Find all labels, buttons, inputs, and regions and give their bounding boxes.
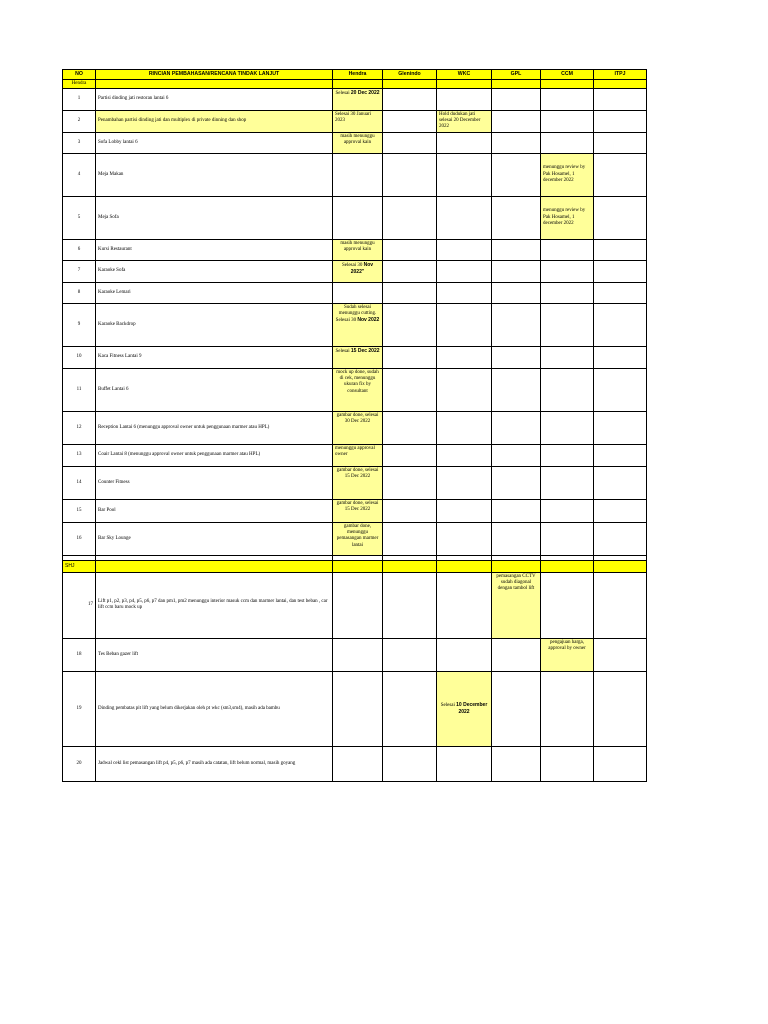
cell (383, 79, 437, 88)
gpl-status (492, 572, 541, 638)
gpl-status (492, 196, 541, 239)
glenindo-status (383, 303, 437, 346)
row-number (63, 239, 96, 260)
row-number (63, 638, 96, 671)
row-number-text: 1 (77, 96, 81, 102)
table-row (63, 671, 647, 746)
col-header-no: NO (63, 70, 96, 80)
row-description-text: Bar Pool (98, 507, 116, 513)
ccm-status (541, 572, 594, 638)
hendra-status-text: masih menunggu approval kain (340, 240, 375, 252)
table-row (63, 746, 647, 781)
row-description (96, 638, 333, 671)
ccm-status (541, 638, 594, 671)
itpj-status (594, 671, 647, 746)
gpl-status (492, 153, 541, 196)
itpj-status (594, 88, 647, 110)
row-description (96, 282, 333, 303)
hendra-status (333, 260, 383, 282)
ccm-status (541, 260, 594, 282)
row-description (96, 132, 333, 153)
row-number (63, 110, 96, 132)
row-description-text: Karaoke Backdrop (98, 321, 136, 327)
itpj-status (594, 368, 647, 411)
glenindo-status (383, 746, 437, 781)
hendra-status-text: mock up done, sudah di cek, menunggu ukuran fix by consultant (336, 369, 379, 394)
ccm-status (541, 411, 594, 444)
row-number-text: 13 (76, 452, 82, 458)
gpl-status (492, 110, 541, 132)
table-row (63, 522, 647, 555)
row-description (96, 303, 333, 346)
itpj-status (594, 239, 647, 260)
wkc-status (437, 746, 492, 781)
gpl-status (492, 499, 541, 522)
table-row (63, 88, 647, 110)
table-row (63, 153, 647, 196)
wkc-status (437, 522, 492, 555)
row-number-text: 11 (76, 386, 82, 392)
shj-rows (63, 572, 647, 781)
glenindo-status (383, 282, 437, 303)
row-description-text: Karaoke Sofa (98, 268, 126, 274)
cell (541, 79, 594, 88)
hendra-status (333, 411, 383, 444)
row-description-text: Partisi dinding jati restoran lantai 6 (98, 96, 169, 102)
glenindo-status (383, 638, 437, 671)
gpl-status (492, 411, 541, 444)
gpl-status (492, 746, 541, 781)
wkc-status (437, 368, 492, 411)
table-row (63, 466, 647, 499)
glenindo-status (383, 153, 437, 196)
row-description-text: Meja Sofa (98, 214, 119, 220)
table-row (63, 110, 647, 132)
hendra-status (333, 671, 383, 746)
row-number-text: 6 (77, 246, 81, 252)
row-description-text: Tes Beban gazer lift (98, 651, 139, 657)
ccm-status (541, 671, 594, 746)
gpl-status (492, 671, 541, 746)
hendra-status (333, 110, 383, 132)
cell (594, 560, 647, 572)
itpj-status (594, 303, 647, 346)
itpj-status (594, 444, 647, 466)
col-header-ccm: CCM (541, 70, 594, 80)
row-description-text: Reception Lantai 6 (menunggu approval owner untuk penggunaan marmer atau HPL) (98, 424, 270, 430)
itpj-status (594, 746, 647, 781)
row-number-text: 9 (77, 321, 81, 327)
row-description-text: Counter Fitness (98, 479, 130, 485)
row-description-text: Dinding pembatas pit lift yang belum dikerjakan oleh pt wkc (sm3,sm4), masih ada bambu (98, 705, 280, 711)
glenindo-status (383, 88, 437, 110)
row-description (96, 260, 333, 282)
row-description (96, 239, 333, 260)
row-description (96, 671, 333, 746)
table-row (63, 303, 647, 346)
cell (594, 79, 647, 88)
gpl-status (492, 132, 541, 153)
gpl-status (492, 466, 541, 499)
section-label-hendra: Hendra (63, 79, 96, 88)
hendra-status (333, 132, 383, 153)
gpl-status (492, 88, 541, 110)
row-number-text: 20 (76, 760, 82, 766)
ccm-status (541, 132, 594, 153)
table-row (63, 260, 647, 282)
row-number (63, 499, 96, 522)
row-description-text: Bar Sky Lounge (98, 535, 131, 541)
hendra-status (333, 522, 383, 555)
ccm-status (541, 196, 594, 239)
row-description (96, 466, 333, 499)
wkc-status-text: Selesai (440, 702, 457, 708)
wkc-status (437, 110, 492, 132)
row-number (63, 671, 96, 746)
ccm-status (541, 153, 594, 196)
ccm-status (541, 303, 594, 346)
gpl-status (492, 282, 541, 303)
wkc-status-date: 10 December 2022 (456, 701, 488, 715)
hendra-status-date: 15 Dec 2022 (350, 347, 380, 354)
hendra-status (333, 239, 383, 260)
table-row (63, 444, 647, 466)
wkc-status (437, 671, 492, 746)
row-number-text: 19 (76, 705, 82, 711)
ccm-status (541, 239, 594, 260)
hendra-status (333, 466, 383, 499)
row-description (96, 153, 333, 196)
row-number (63, 368, 96, 411)
row-number (63, 88, 96, 110)
gpl-status (492, 260, 541, 282)
wkc-status-text: Hold dudukan jati selesai 20 December 2022 (439, 111, 481, 130)
itpj-status (594, 411, 647, 444)
table-row (63, 132, 647, 153)
row-number (63, 444, 96, 466)
row-description (96, 444, 333, 466)
hendra-status (333, 303, 383, 346)
row-number-text: 8 (77, 289, 81, 295)
table-row (63, 411, 647, 444)
table-row (63, 638, 647, 671)
hendra-status (333, 88, 383, 110)
col-header-gpl: GPL (492, 70, 541, 80)
cell (437, 560, 492, 572)
hendra-status (333, 282, 383, 303)
gpl-status (492, 444, 541, 466)
itpj-status (594, 110, 647, 132)
ccm-status (541, 499, 594, 522)
row-number-text: 16 (76, 535, 82, 541)
row-number (63, 746, 96, 781)
row-number (63, 303, 96, 346)
hendra-status-text: Selesai 30 Januari 2023 (335, 111, 372, 123)
hendra-status-date: Nov 2022" (350, 261, 374, 275)
row-description (96, 368, 333, 411)
row-description (96, 88, 333, 110)
glenindo-status (383, 466, 437, 499)
row-description (96, 411, 333, 444)
row-number-text: 14 (76, 479, 82, 485)
ccm-status-text: menunggu review by Pak Hosamel, 1 december 2022 (543, 208, 586, 226)
ccm-status (541, 110, 594, 132)
wkc-status (437, 466, 492, 499)
wkc-status (437, 444, 492, 466)
cell (333, 560, 383, 572)
ccm-status (541, 346, 594, 368)
row-description-text: Lift p1, p2, p3, p4, p5, p6, p7 dan pm1, pm2 menunggu interior masuk ccm dan marmer lantai, dan test beban , car lift ccm baru mock up (98, 599, 328, 611)
hendra-status-text: Sudah selesai menunggu cutting. Selesai 30 (335, 304, 377, 324)
gpl-status (492, 522, 541, 555)
ccm-status (541, 466, 594, 499)
row-description (96, 110, 333, 132)
row-description (96, 499, 333, 522)
wkc-status (437, 303, 492, 346)
row-number (63, 572, 96, 638)
row-description (96, 346, 333, 368)
hendra-status (333, 444, 383, 466)
ccm-status (541, 368, 594, 411)
col-header-glenindo: Glenindo (383, 70, 437, 80)
row-number (63, 153, 96, 196)
itpj-status (594, 282, 647, 303)
row-number-text: 15 (76, 507, 82, 513)
glenindo-status (383, 572, 437, 638)
itpj-status (594, 466, 647, 499)
col-header-itpj: ITPJ (594, 70, 647, 80)
ccm-status (541, 282, 594, 303)
table-row (63, 282, 647, 303)
row-number-text: 18 (76, 651, 82, 657)
table-row (63, 572, 647, 638)
itpj-status (594, 522, 647, 555)
row-description-text: Jadwal cekl list pemasangan lift p4, p5, p6, p7 masih ada catatan, lift belum normal, masih goyang (98, 760, 296, 766)
table-row (63, 368, 647, 411)
glenindo-status (383, 368, 437, 411)
cell (96, 79, 333, 88)
hendra-status (333, 196, 383, 239)
row-number-text: 4 (77, 171, 81, 177)
row-number-text: 12 (76, 424, 82, 430)
glenindo-status (383, 444, 437, 466)
wkc-status (437, 153, 492, 196)
hendra-status-text: gambar done, menunggu pemasangan marmer lantai (336, 523, 379, 548)
row-number-text: 7 (77, 268, 81, 274)
glenindo-status (383, 132, 437, 153)
wkc-status (437, 572, 492, 638)
hendra-status-date: Nov 2022 (357, 317, 380, 324)
wkc-status (437, 638, 492, 671)
cell (492, 560, 541, 572)
itpj-status (594, 260, 647, 282)
row-number (63, 132, 96, 153)
hendra-status (333, 153, 383, 196)
row-number-text: 5 (77, 214, 81, 220)
wkc-status (437, 88, 492, 110)
row-number (63, 346, 96, 368)
section-label-shj: SHJ (63, 560, 96, 572)
row-description-text: Sofa Lobby lantai 6 (98, 139, 138, 145)
ccm-status-text: menunggu review by Pak Hosamel, 1 december 2022 (543, 165, 586, 183)
hendra-status (333, 368, 383, 411)
hendra-status-text: Selesai 30 (341, 262, 364, 268)
hendra-status-text: gambar done, selesai 15 Dec 2022 (336, 500, 379, 512)
ccm-status (541, 746, 594, 781)
wkc-status (437, 260, 492, 282)
row-description (96, 522, 333, 555)
wkc-status (437, 411, 492, 444)
ccm-status (541, 88, 594, 110)
cell (96, 560, 333, 572)
ccm-status-text: pengajuan harga, approval by owner (548, 639, 586, 651)
hendra-status-text: Selesai (335, 348, 351, 354)
itpj-status (594, 132, 647, 153)
gpl-status-text: pemasangan CCTV sudah diagonal dengan tambol lift (496, 573, 536, 592)
row-description-text: Kursi Restaurant (98, 246, 132, 252)
glenindo-status (383, 196, 437, 239)
cell (492, 79, 541, 88)
section-row-shj (63, 560, 647, 572)
row-description-text: Penambahan partisi dinding jati dan multiplex di private dinning dan shop (98, 118, 247, 124)
gpl-status (492, 368, 541, 411)
wkc-status (437, 239, 492, 260)
hendra-status (333, 572, 383, 638)
row-number-text: 2 (77, 118, 81, 124)
gpl-status (492, 303, 541, 346)
hendra-status (333, 746, 383, 781)
wkc-status (437, 196, 492, 239)
row-description (96, 196, 333, 239)
hendra-status (333, 499, 383, 522)
row-number (63, 282, 96, 303)
schedule-table (62, 69, 647, 782)
row-number (63, 411, 96, 444)
glenindo-status (383, 110, 437, 132)
cell (541, 560, 594, 572)
hendra-status-text: masih menunggu approval kain (340, 133, 375, 145)
wkc-status (437, 499, 492, 522)
row-number (63, 466, 96, 499)
table-row (63, 239, 647, 260)
itpj-status (594, 572, 647, 638)
gpl-status (492, 638, 541, 671)
col-header-wkc: WKC (437, 70, 492, 80)
itpj-status (594, 196, 647, 239)
wkc-status (437, 346, 492, 368)
wkc-status (437, 282, 492, 303)
header-row (63, 70, 647, 80)
hendra-status-text: gambar done, selesai 15 Dec 2022 (336, 467, 379, 479)
hendra-status-text: menunggu approval owner (335, 445, 375, 457)
hendra-rows (63, 88, 647, 555)
row-number (63, 260, 96, 282)
row-description (96, 746, 333, 781)
col-header-rincian: RINCIAN PEMBAHASAN/RENCANA TINDAK LANJUT (96, 70, 333, 80)
row-number-text: 17 (88, 602, 93, 608)
row-description-text: Buffet Lantai 6 (98, 386, 129, 392)
section-row-hendra (63, 79, 647, 88)
table-row (63, 196, 647, 239)
row-description-text: Kaca Fitness Lantai 9 (98, 354, 142, 360)
hendra-status-text: gambar done, selesai 30 Dec 2022 (336, 412, 379, 424)
cell (333, 79, 383, 88)
table-row (63, 499, 647, 522)
row-description-text: Coair Lantai 8 (menunggu approval owner untuk penggunaan marmer atau HPL) (98, 452, 261, 458)
glenindo-status (383, 499, 437, 522)
itpj-status (594, 499, 647, 522)
glenindo-status (383, 260, 437, 282)
hendra-status (333, 638, 383, 671)
wkc-status (437, 132, 492, 153)
itpj-status (594, 638, 647, 671)
gpl-status (492, 239, 541, 260)
row-description-text: Meja Makan (98, 171, 124, 177)
hendra-status-date: 20 Dec 2022 (350, 89, 380, 96)
table-row (63, 346, 647, 368)
cell (437, 79, 492, 88)
col-header-hendra: Hendra (333, 70, 383, 80)
ccm-status (541, 444, 594, 466)
itpj-status (594, 153, 647, 196)
hendra-status (333, 346, 383, 368)
hendra-status-text: Selesai (335, 90, 351, 96)
row-number (63, 522, 96, 555)
glenindo-status (383, 522, 437, 555)
glenindo-status (383, 346, 437, 368)
row-number-text: 3 (77, 139, 81, 145)
cell (383, 560, 437, 572)
row-number-text: 10 (76, 354, 82, 360)
row-number (63, 196, 96, 239)
glenindo-status (383, 671, 437, 746)
ccm-status (541, 522, 594, 555)
gpl-status (492, 346, 541, 368)
glenindo-status (383, 239, 437, 260)
row-description-text: Karaoke Lemari (98, 289, 131, 295)
glenindo-status (383, 411, 437, 444)
row-description (96, 572, 333, 638)
itpj-status (594, 346, 647, 368)
